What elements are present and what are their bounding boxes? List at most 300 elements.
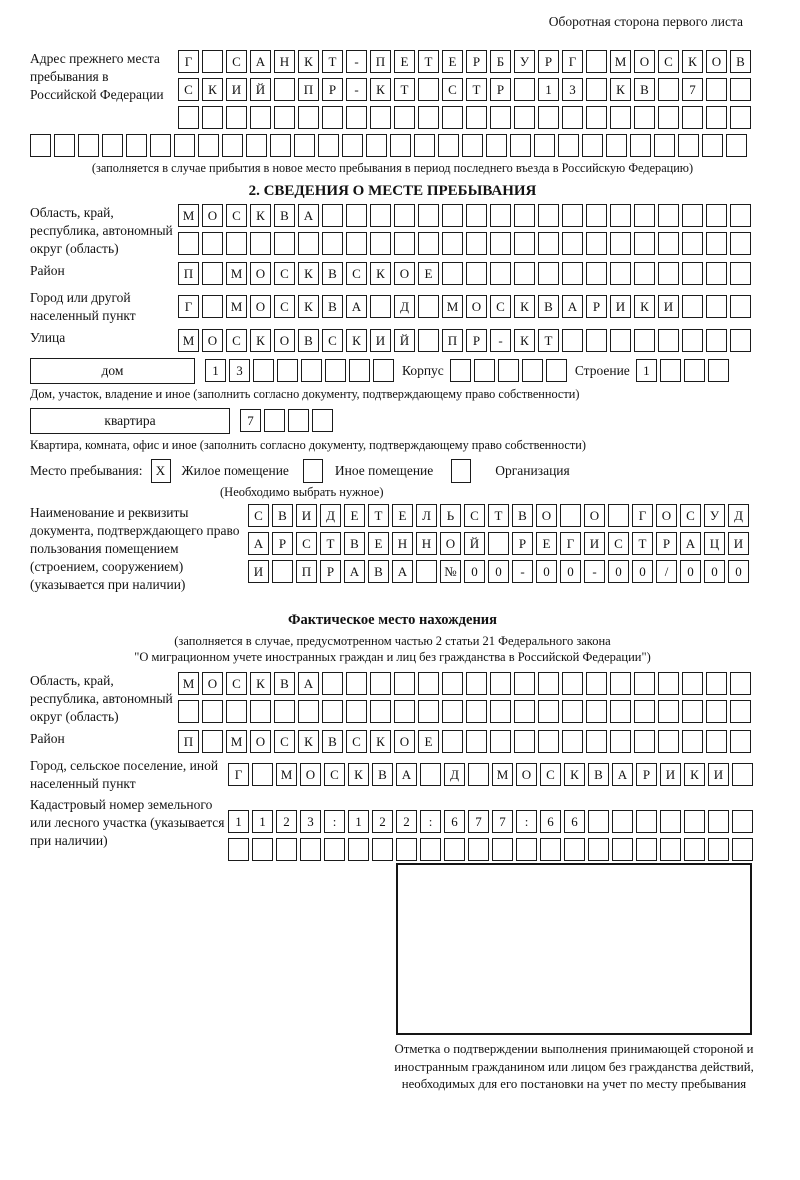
char-cell (658, 672, 679, 695)
char-cell (558, 134, 579, 157)
oblast-actual-label: Область, край, республика, автономный округ (область) (30, 672, 173, 724)
char-cell: - (512, 560, 533, 583)
char-cell (466, 730, 487, 753)
char-cell (682, 329, 703, 352)
place-type-label: Место пребывания: (30, 462, 143, 478)
char-cell: К (684, 763, 705, 786)
char-cell (198, 134, 219, 157)
char-row (178, 295, 751, 318)
char-cell: К (348, 763, 369, 786)
char-cell: Д (444, 763, 465, 786)
char-cell (586, 730, 607, 753)
char-cell (346, 106, 367, 129)
char-cell (274, 78, 295, 101)
field-oblast-actual (30, 672, 755, 726)
char-cell (488, 532, 509, 555)
char-cell: В (730, 50, 751, 73)
char-cell: Е (392, 504, 413, 527)
prev-address-caption: (заполняется в случае прибытия в новое место пребывания в период последнего въезда в Российскую Федерацию) (91, 161, 694, 175)
char-cell: И (610, 295, 631, 318)
char-cell: А (298, 672, 319, 695)
note-line-1: (заполняется в случае, предусмотренном частью 2 статьи 21 Федерального закона (174, 633, 611, 648)
char-cell (276, 838, 297, 861)
char-cell: / (656, 560, 677, 583)
char-cell: 3 (300, 810, 321, 833)
char-cell (612, 810, 633, 833)
char-cell: 0 (488, 560, 509, 583)
char-cell: В (344, 532, 365, 555)
option-organization-label: Организация (495, 462, 570, 478)
char-cell (606, 134, 627, 157)
char-cell (394, 204, 415, 227)
char-cell: П (442, 329, 463, 352)
char-cell (312, 409, 333, 432)
char-cell (246, 134, 267, 157)
char-cell: К (346, 329, 367, 352)
char-row-full-width (30, 134, 755, 157)
char-cell: А (680, 532, 701, 555)
char-cell (222, 134, 243, 157)
char-cell: И (370, 329, 391, 352)
char-cell: К (370, 262, 391, 285)
char-cell (682, 232, 703, 255)
char-cell: С (248, 504, 269, 527)
char-cell (562, 106, 583, 129)
char-cell: Е (368, 532, 389, 555)
char-cell: Д (394, 295, 415, 318)
char-cell: С (274, 262, 295, 285)
char-cell: Е (344, 504, 365, 527)
char-cell: Н (274, 50, 295, 73)
char-cell (654, 134, 675, 157)
char-cell (390, 134, 411, 157)
char-cell (706, 78, 727, 101)
char-cell (394, 232, 415, 255)
char-cell: 0 (728, 560, 749, 583)
char-row (248, 504, 749, 527)
char-cell (178, 232, 199, 255)
char-cell: М (276, 763, 297, 786)
char-cell (730, 106, 751, 129)
char-cell: П (370, 50, 391, 73)
char-cell (586, 106, 607, 129)
char-cell (586, 700, 607, 723)
char-cell: 7 (682, 78, 703, 101)
char-cell: № (440, 560, 461, 583)
char-cell (660, 838, 681, 861)
char-cell: 3 (229, 359, 250, 382)
document-label: Наименование и реквизиты документа, подтверждающего право пользования помещением (строением, сооружением) (указывается при наличии) (30, 504, 240, 592)
char-cell: И (658, 295, 679, 318)
char-cell: А (392, 560, 413, 583)
char-cell: В (634, 78, 655, 101)
char-cell: Й (250, 78, 271, 101)
page-side-note: Оборотная сторона первого листа (548, 14, 743, 29)
char-cell: С (226, 50, 247, 73)
char-cell (498, 359, 519, 382)
char-cell (658, 78, 679, 101)
char-cell: А (562, 295, 583, 318)
char-cell (730, 78, 751, 101)
char-cell (634, 204, 655, 227)
char-cell (301, 359, 322, 382)
char-cell (346, 700, 367, 723)
field-place-type (30, 459, 755, 483)
house-caption: Дом, участок, владение и иное (заполнить согласно документу, подтверждающему право собственности) (30, 386, 580, 401)
char-cell: А (396, 763, 417, 786)
char-cell (684, 359, 705, 382)
char-cell: К (682, 50, 703, 73)
char-cell: О (250, 295, 271, 318)
char-cell: 3 (562, 78, 583, 101)
char-cell: С (178, 78, 199, 101)
char-cell (394, 700, 415, 723)
char-cell: Г (560, 532, 581, 555)
char-cell (730, 730, 751, 753)
char-cell (264, 409, 285, 432)
char-cell (610, 204, 631, 227)
char-cell: С (274, 295, 295, 318)
char-cell (490, 700, 511, 723)
char-cell (682, 295, 703, 318)
char-row (178, 204, 751, 227)
char-cell (562, 700, 583, 723)
gorod-actual-label: Город, сельское поселение, иной населенный пункт (30, 757, 219, 791)
note-line-2: "О миграционном учете иностранных граждан и лиц без гражданства в Российской Федерации") (134, 650, 651, 665)
char-cell (466, 700, 487, 723)
char-cell: С (226, 329, 247, 352)
char-cell: Т (538, 329, 559, 352)
char-cell: Р (272, 532, 293, 555)
char-cell: 6 (540, 810, 561, 833)
char-cell (490, 672, 511, 695)
char-row (636, 359, 729, 382)
apartment-label-box: квартира (30, 408, 230, 434)
char-cell (588, 810, 609, 833)
char-cell: С (296, 532, 317, 555)
char-cell: Р (586, 295, 607, 318)
char-cell (702, 134, 723, 157)
char-cell (346, 232, 367, 255)
char-cell: 1 (205, 359, 226, 382)
char-cell (516, 838, 537, 861)
char-cell: О (202, 672, 223, 695)
char-cell (346, 672, 367, 695)
char-cell: Н (392, 532, 413, 555)
char-cell (514, 78, 535, 101)
char-cell (538, 730, 559, 753)
char-cell: 0 (680, 560, 701, 583)
char-cell: - (490, 329, 511, 352)
char-cell: У (704, 504, 725, 527)
char-cell (54, 134, 75, 157)
char-cell (226, 106, 247, 129)
option-residential-label: Жилое помещение (181, 462, 289, 478)
char-cell (610, 329, 631, 352)
char-cell (634, 700, 655, 723)
char-cell (418, 204, 439, 227)
char-cell: П (298, 78, 319, 101)
char-cell (250, 700, 271, 723)
char-cell (78, 134, 99, 157)
char-cell (732, 763, 753, 786)
char-cell (322, 232, 343, 255)
char-cell: О (250, 262, 271, 285)
char-cell: 1 (228, 810, 249, 833)
char-cell: М (610, 50, 631, 73)
char-cell (726, 134, 747, 157)
char-cell (658, 730, 679, 753)
char-cell (682, 204, 703, 227)
char-cell (490, 204, 511, 227)
char-cell (610, 730, 631, 753)
actual-location-note (30, 633, 755, 666)
char-cell (416, 560, 437, 583)
char-cell (708, 359, 729, 382)
oblast-actual-rows (178, 672, 751, 723)
char-cell: Т (368, 504, 389, 527)
char-cell: Т (394, 78, 415, 101)
char-cell (370, 204, 391, 227)
char-cell (253, 359, 274, 382)
char-cell: Т (418, 50, 439, 73)
char-cell (346, 204, 367, 227)
char-cell (274, 700, 295, 723)
char-cell: 7 (492, 810, 513, 833)
actual-location-title: Фактическое место нахождения (288, 611, 497, 628)
char-cell (490, 262, 511, 285)
char-cell (612, 838, 633, 861)
char-cell (730, 329, 751, 352)
char-cell (658, 106, 679, 129)
char-cell (394, 672, 415, 695)
char-cell: Т (632, 532, 653, 555)
char-cell (438, 134, 459, 157)
char-cell (298, 700, 319, 723)
option-other-premises-label: Иное помещение (334, 462, 434, 478)
char-cell: П (178, 730, 199, 753)
char-cell: К (370, 78, 391, 101)
char-cell: Е (418, 262, 439, 285)
char-cell (202, 700, 223, 723)
char-cell (298, 106, 319, 129)
char-cell: О (250, 730, 271, 753)
char-cell: К (564, 763, 585, 786)
char-cell (442, 262, 463, 285)
char-cell (418, 329, 439, 352)
char-cell (682, 262, 703, 285)
char-cell (630, 134, 651, 157)
field-oblast (30, 204, 755, 258)
char-cell (202, 106, 223, 129)
char-cell: К (298, 262, 319, 285)
char-cell (322, 672, 343, 695)
char-cell: Г (228, 763, 249, 786)
char-row (178, 262, 751, 285)
char-cell: В (274, 672, 295, 695)
char-cell (202, 50, 223, 73)
char-cell: 7 (240, 409, 261, 432)
char-cell: 2 (276, 810, 297, 833)
char-cell (586, 78, 607, 101)
kadastr-label: Кадастровый номер земельного или лесного участка (указывается при наличии) (30, 797, 225, 849)
char-cell (582, 134, 603, 157)
char-cell (490, 730, 511, 753)
char-cell: И (708, 763, 729, 786)
char-cell: К (514, 295, 535, 318)
char-cell: С (346, 730, 367, 753)
char-cell: 1 (252, 810, 273, 833)
char-cell (636, 838, 657, 861)
char-cell: А (298, 204, 319, 227)
char-cell: С (226, 204, 247, 227)
char-cell (348, 838, 369, 861)
checkbox-organization (451, 459, 471, 483)
char-cell: Р (636, 763, 657, 786)
char-row (178, 232, 751, 255)
char-cell (486, 134, 507, 157)
char-cell: М (178, 329, 199, 352)
char-cell: Р (490, 78, 511, 101)
char-cell (562, 730, 583, 753)
char-cell: К (298, 730, 319, 753)
char-cell (370, 672, 391, 695)
field-kadastr (30, 796, 755, 861)
char-cell (534, 134, 555, 157)
char-row (248, 560, 749, 583)
oblast-label: Область, край, республика, автономный округ (область) (30, 204, 173, 256)
char-cell (418, 295, 439, 318)
field-gorod (30, 289, 755, 325)
char-cell (610, 262, 631, 285)
char-cell (682, 730, 703, 753)
char-cell (492, 838, 513, 861)
char-cell: Р (656, 532, 677, 555)
char-cell (490, 232, 511, 255)
stroenie-label: Строение (574, 362, 630, 378)
char-cell: Д (320, 504, 341, 527)
char-cell (442, 672, 463, 695)
char-cell (228, 838, 249, 861)
char-cell (300, 838, 321, 861)
char-cell: - (346, 78, 367, 101)
char-cell: Г (178, 50, 199, 73)
char-cell: М (226, 262, 247, 285)
char-cell (349, 359, 370, 382)
char-cell: 2 (396, 810, 417, 833)
place-type-hint: (Необходимо выбрать нужное) (220, 484, 384, 499)
char-cell (202, 232, 223, 255)
char-cell (514, 204, 535, 227)
char-cell (634, 106, 655, 129)
char-cell (466, 204, 487, 227)
korpus-label: Корпус (402, 362, 444, 378)
char-cell (658, 232, 679, 255)
char-cell (514, 730, 535, 753)
char-cell: И (584, 532, 605, 555)
char-cell (586, 204, 607, 227)
char-cell: 7 (468, 810, 489, 833)
char-cell (684, 810, 705, 833)
char-cell (538, 700, 559, 723)
char-cell: В (274, 204, 295, 227)
char-cell: О (202, 329, 223, 352)
field-house (30, 358, 755, 384)
char-cell: М (442, 295, 463, 318)
char-cell (586, 262, 607, 285)
char-cell: С (442, 78, 463, 101)
kadastr-rows (228, 810, 753, 861)
char-cell: 0 (464, 560, 485, 583)
char-cell (466, 262, 487, 285)
char-cell (342, 134, 363, 157)
char-cell (634, 232, 655, 255)
char-cell (202, 295, 223, 318)
char-cell: П (296, 560, 317, 583)
prev-address-label: Адрес прежнего места пребывания в Российской Федерации (30, 51, 164, 102)
char-cell (706, 106, 727, 129)
char-cell (442, 106, 463, 129)
char-cell (540, 838, 561, 861)
char-cell: - (346, 50, 367, 73)
oblast-rows (178, 204, 751, 255)
char-cell: С (658, 50, 679, 73)
char-cell (634, 730, 655, 753)
char-cell: А (250, 50, 271, 73)
apartment-caption: Квартира, комната, офис и иное (заполнить согласно документу, подтверждающему право собственности) (30, 437, 586, 452)
char-cell: 6 (444, 810, 465, 833)
char-cell: : (324, 810, 345, 833)
char-cell (586, 672, 607, 695)
char-cell (202, 262, 223, 285)
char-cell (706, 672, 727, 695)
char-cell: В (322, 262, 343, 285)
char-cell (373, 359, 394, 382)
checkbox-residential: X (151, 459, 171, 483)
char-cell (708, 838, 729, 861)
char-cell (30, 134, 51, 157)
char-cell: В (272, 504, 293, 527)
char-cell: О (394, 730, 415, 753)
char-cell (252, 763, 273, 786)
char-cell: Й (394, 329, 415, 352)
field-rayon (30, 262, 755, 285)
char-cell (634, 672, 655, 695)
char-cell (706, 232, 727, 255)
char-cell: В (322, 295, 343, 318)
char-cell (538, 232, 559, 255)
char-cell: М (492, 763, 513, 786)
char-cell (226, 700, 247, 723)
char-cell: 1 (348, 810, 369, 833)
char-cell: О (466, 295, 487, 318)
char-cell: К (250, 329, 271, 352)
rayon-label: Район (30, 262, 65, 278)
char-cell: Л (416, 504, 437, 527)
char-cell (252, 838, 273, 861)
char-cell: О (440, 532, 461, 555)
char-cell (466, 672, 487, 695)
char-cell (660, 359, 681, 382)
char-cell (322, 204, 343, 227)
char-cell (538, 106, 559, 129)
char-cell (678, 134, 699, 157)
char-cell: Е (536, 532, 557, 555)
char-cell (586, 50, 607, 73)
char-cell (444, 838, 465, 861)
field-document (30, 504, 755, 610)
char-cell: Р (538, 50, 559, 73)
